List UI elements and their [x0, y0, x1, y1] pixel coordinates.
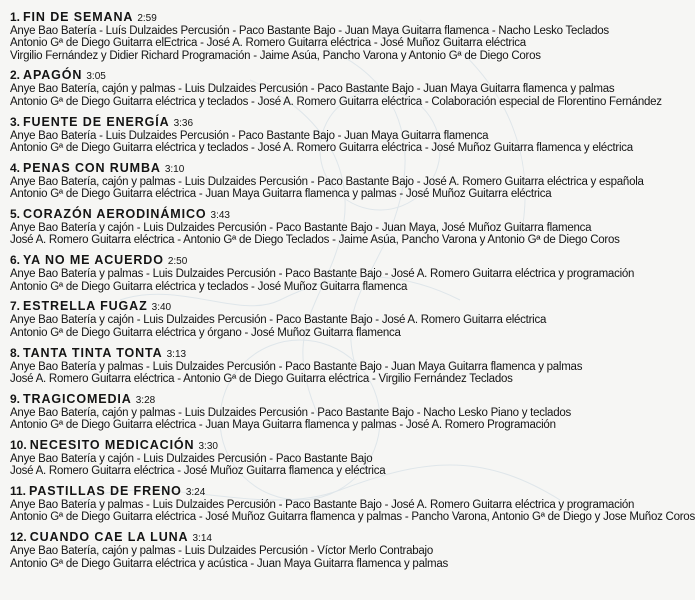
track-entry [10, 391, 594, 432]
credits-line: Anye Bao Batería y palmas - Luis Dulzaides Percusión - Paco Bastante Bajo - José A. Romero Guitarra eléctrica y programación [10, 268, 635, 281]
track-heading [10, 529, 594, 545]
track-heading [10, 483, 594, 499]
track-heading [10, 437, 594, 453]
track-title: TANTA TINTA TONTA [23, 345, 163, 360]
track-heading [10, 345, 594, 361]
credits-line: José A. Romero Guitarra eléctrica - José Muñoz Guitarra flamenca y eléctrica [10, 465, 386, 478]
credits-line: Virgilio Fernández y Didier Richard Programación - Jaime Asúa, Pancho Varona y Antonio Gª de Diego Coros [10, 49, 541, 62]
credits-line: Antonio Gª de Diego Guitarra eléctrica y teclados - José A. Romero Guitarra eléctrica - Colaboración especial de Florentino Fernández [10, 95, 662, 108]
track-heading [10, 298, 594, 314]
track-duration: 3:24 [185, 487, 206, 499]
credits-line: Anye Bao Batería, cajón y palmas - Luis Dulzaides Percusión - Paco Bastante Bajo - Juan Maya Guitarra flamenca y palmas [10, 83, 615, 96]
track-title: FUENTE DE ENERGÍA [23, 114, 170, 129]
track-title: CORAZÓN AERODINÁMICO [23, 207, 207, 222]
track-heading [10, 160, 594, 176]
track-entry [10, 298, 594, 339]
track-number: 2. [10, 68, 21, 83]
track-list [10, 9, 695, 576]
track-duration: 3:36 [173, 117, 194, 129]
track-heading [10, 67, 594, 83]
track-heading [10, 9, 594, 25]
track-title: CUANDO CAE LA LUNA [29, 530, 189, 545]
credits-line: Antonio Gª de Diego Guitarra eléctrica - Juan Maya Guitarra flamenca y palmas - José Muñoz Guitarra eléctrica [10, 188, 552, 201]
track-number: 9. [10, 391, 21, 406]
track-title: YA NO ME ACUERDO [23, 253, 164, 268]
track-entry [10, 252, 635, 293]
credits-line: Antonio Gª de Diego Guitarra elEctrica - José A. Romero Guitarra eléctrica - José Muñoz Guitarra eléctrica [10, 37, 526, 50]
track-entry [10, 114, 633, 155]
track-title: NECESITO MEDICACIÓN [29, 437, 195, 452]
credits-line: Antonio Gª de Diego Guitarra eléctrica y acústica - Juan Maya Guitarra flamenca y palmas [10, 557, 448, 570]
track-heading [10, 206, 594, 222]
track-number: 12. [10, 530, 27, 545]
credits-line: Anye Bao Batería y cajón - Luis Dulzaides Percusión - Paco Bastante Bajo - Juan Maya, José Muñoz Guitarra flamenca [10, 222, 592, 235]
track-title: APAGÓN [23, 68, 83, 83]
track-entry [10, 9, 609, 62]
credits-line: Anye Bao Batería - Luis Dulzaides Percusión - Paco Bastante Bajo - Juan Maya Guitarra flamenca [10, 129, 489, 142]
credits-line: Anye Bao Batería, cajón y palmas - Luis Dulzaides Percusión - Paco Bastante Bajo - Nacho Lesko Piano y teclados [10, 406, 571, 419]
credits-line: José A. Romero Guitarra eléctrica - Antonio Gª de Diego Guitarra eléctrica - Virgilio Fernández Teclados [10, 372, 513, 385]
track-heading [10, 114, 594, 130]
credits-line: Antonio Gª de Diego Guitarra eléctrica - Juan Maya Guitarra flamenca y palmas - José A. Romero Programación [10, 419, 556, 432]
track-number: 4. [10, 160, 21, 175]
track-title: FIN DE SEMANA [23, 10, 134, 24]
track-number: 3. [10, 114, 21, 129]
track-title: TRAGICOMEDIA [23, 391, 132, 406]
credits-line: Anye Bao Batería y palmas - Luis Dulzaides Percusión - Paco Bastante Bajo - José A. Romero Guitarra eléctrica y programación [10, 499, 635, 512]
track-entry [10, 160, 644, 201]
track-duration: 3:05 [86, 71, 106, 83]
track-heading [10, 252, 594, 268]
track-duration: 3:43 [210, 210, 230, 222]
credits-line: Antonio Gª de Diego Guitarra eléctrica y teclados - José Muñoz Guitarra flamenca [10, 280, 408, 293]
track-number: 1. [10, 10, 21, 24]
track-entry [10, 483, 695, 524]
track-number: 6. [10, 253, 21, 268]
track-duration: 3:30 [198, 440, 218, 452]
credits-line: Antonio Gª de Diego Guitarra eléctrica y órgano - José Muñoz Guitarra flamenca [10, 326, 401, 339]
track-entry [10, 345, 594, 386]
credits-line: Anye Bao Batería y palmas - Luis Dulzaides Percusión - Paco Bastante Bajo - Juan Maya Guitarra flamenca y palmas [10, 360, 583, 373]
track-entry [10, 67, 662, 108]
track-entry [10, 529, 594, 570]
credits-line: Anye Bao Batería - Luís Dulzaides Percusión - Paco Bastante Bajo - Juan Maya Guitarra flamenca - Nacho Lesko Teclados [10, 25, 609, 37]
track-duration: 3:14 [192, 533, 212, 545]
track-duration: 3:28 [135, 394, 156, 406]
credits-line: Antonio Gª de Diego Guitarra eléctrica - José Muñoz Guitarra flamenca y palmas - Pancho Varona, Antonio Gª de Diego y Jose Muñoz Coros [10, 511, 695, 524]
credits-line: Anye Bao Batería, cajón y palmas - Luis Dulzaides Percusión - Paco Bastante Bajo - José A. Romero Guitarra eléctrica y española [10, 175, 644, 188]
track-number: 7. [10, 299, 21, 314]
track-entry [10, 437, 594, 478]
track-duration: 3:13 [166, 348, 187, 360]
track-number: 8. [10, 345, 21, 360]
track-title: PASTILLAS DE FRENO [29, 484, 182, 499]
track-number: 11. [10, 484, 27, 499]
track-heading [10, 391, 594, 407]
track-duration: 2:50 [167, 256, 188, 268]
track-entry [10, 206, 620, 247]
credits-line: Antonio Gª de Diego Guitarra eléctrica y teclados - José A. Romero Guitarra eléctrica - José Muñoz Guitarra flamenca y eléctrica [10, 141, 633, 154]
track-duration: 2:59 [137, 13, 157, 24]
track-duration: 3:40 [151, 302, 172, 314]
track-number: 5. [10, 207, 21, 222]
track-title: PENAS CON RUMBA [23, 160, 161, 175]
credits-line: Anye Bao Batería y cajón - Luis Dulzaides Percusión - Paco Bastante Bajo [10, 452, 373, 465]
credits-line: Anye Bao Batería y cajón - Luis Dulzaides Percusión - Paco Bastante Bajo - José A. Romero Guitarra eléctrica [10, 314, 547, 327]
track-title: ESTRELLA FUGAZ [23, 299, 148, 314]
track-duration: 3:10 [164, 163, 185, 175]
credits-line: José A. Romero Guitarra eléctrica - Antonio Gª de Diego Teclados - Jaime Asúa, Pancho Varona y Antonio Gª de Diego Coros [10, 234, 620, 247]
credits-line: Anye Bao Batería, cajón y palmas - Luis Dulzaides Percusión - Víctor Merlo Contrabajo [10, 545, 433, 558]
track-number: 10. [10, 437, 27, 452]
